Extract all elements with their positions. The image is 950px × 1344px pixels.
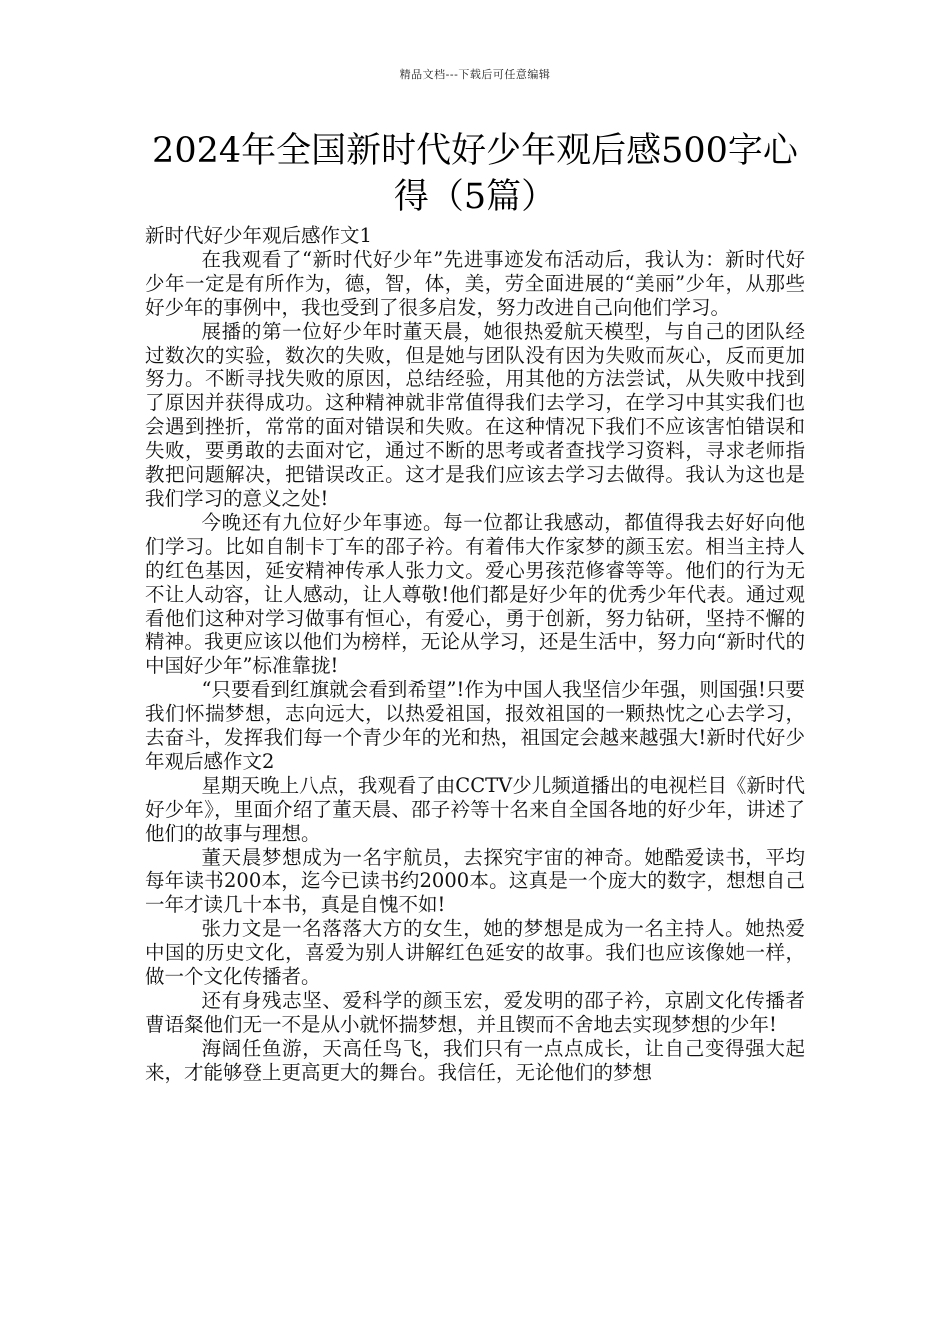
document-body — [145, 224, 805, 1085]
header-note: 精品文档---下载后可任意编辑 — [399, 68, 551, 81]
paragraph: 今晚还有九位好少年事迹。每一位都让我感动，都值得我去好好向他们学习。比如自制卡丁车的邵子衿。有着伟大作家梦的颜玉宏。相当主持人的红色基因，延安精神传承人张力文。爱心男孩范修睿等等。他们的行为无不让人动容，让人感动，让人尊敬!他们都是好少年的优秀少年代表。通过观看他们这种对学习做事有恒心，有爱心，勇于创新，努力钻研，坚持不懈的精神。我更应该以他们为榜样，无论从学习，还是生活中，努力向“新时代的中国好少年”标准靠拢! — [145, 510, 805, 678]
paragraph: 海阔任鱼游，天高任鸟飞，我们只有一点点成长，让自己变得强大起来，才能够登上更高更大的舞台。我信任，无论他们的梦想 — [145, 1036, 805, 1084]
paragraph: 张力文是一名落落大方的女生，她的梦想是成为一名主持人。她热爱中国的历史文化，喜爱为别人讲解红色延安的故事。我们也应该像她一样，做一个文化传播者。 — [145, 917, 805, 989]
paragraph: “只要看到红旗就会看到希望”!作为中国人我坚信少年强，则国强!只要我们怀揣梦想，志向远大，以热爱祖国，报效祖国的一颗热忱之心去学习，去奋斗，发挥我们每一个青少年的光和热，祖国定会越来越强大!新时代好少年观后感作文2 — [145, 678, 805, 773]
paragraph: 还有身残志坚、爱科学的颜玉宏，爱发明的邵子衿，京剧文化传播者曹语粲他们无一不是从小就怀揣梦想，并且锲而不舍地去实现梦想的少年! — [145, 989, 805, 1036]
paragraph: 星期天晚上八点，我观看了由CCTV少儿频道播出的电视栏目《新时代好少年》，里面介绍了董天晨、邵子衿等十名来自全国各地的好少年，讲述了他们的故事与理想。 — [145, 773, 805, 845]
paragraph: 在我观看了“新时代好少年”先进事迹发布活动后，我认为：新时代好少年一定是有所作为，德，智，体，美，劳全面进展的“美丽”少年，从那些好少年的事例中，我也受到了很多启发，努力改进自己向他们学习。 — [145, 247, 805, 319]
document-title: 2024年全国新时代好少年观后感500字心得（5篇） — [152, 131, 798, 217]
paragraph: 董天晨梦想成为一名宇航员，去探究宇宙的神奇。她酷爱读书，平均每年读书200本，迄今已读书约2000本。这真是一个庞大的数字，想想自己一年才读几十本书，真是自愧不如! — [145, 845, 805, 917]
paragraph: 展播的第一位好少年时董天晨，她很热爱航天模型，与自己的团队经过数次的实验，数次的失败，但是她与团队没有因为失败而灰心，反而更加努力。不断寻找失败的原因，总结经验，用其他的方法尝试，从失败中找到了原因并获得成功。这种精神就非常值得我们去学习，在学习中其实我们也会遇到挫折，常常的面对错误和失败。在这种情况下我们不应该害怕错误和失败，要勇敢的去面对它，通过不断的思考或者查找学习资料，寻求老师指教把问题解决，把错误改正。这才是我们应该去学习去做得。我认为这也是我们学习的意义之处! — [145, 319, 805, 510]
section-heading: 新时代好少年观后感作文1 — [145, 224, 372, 247]
